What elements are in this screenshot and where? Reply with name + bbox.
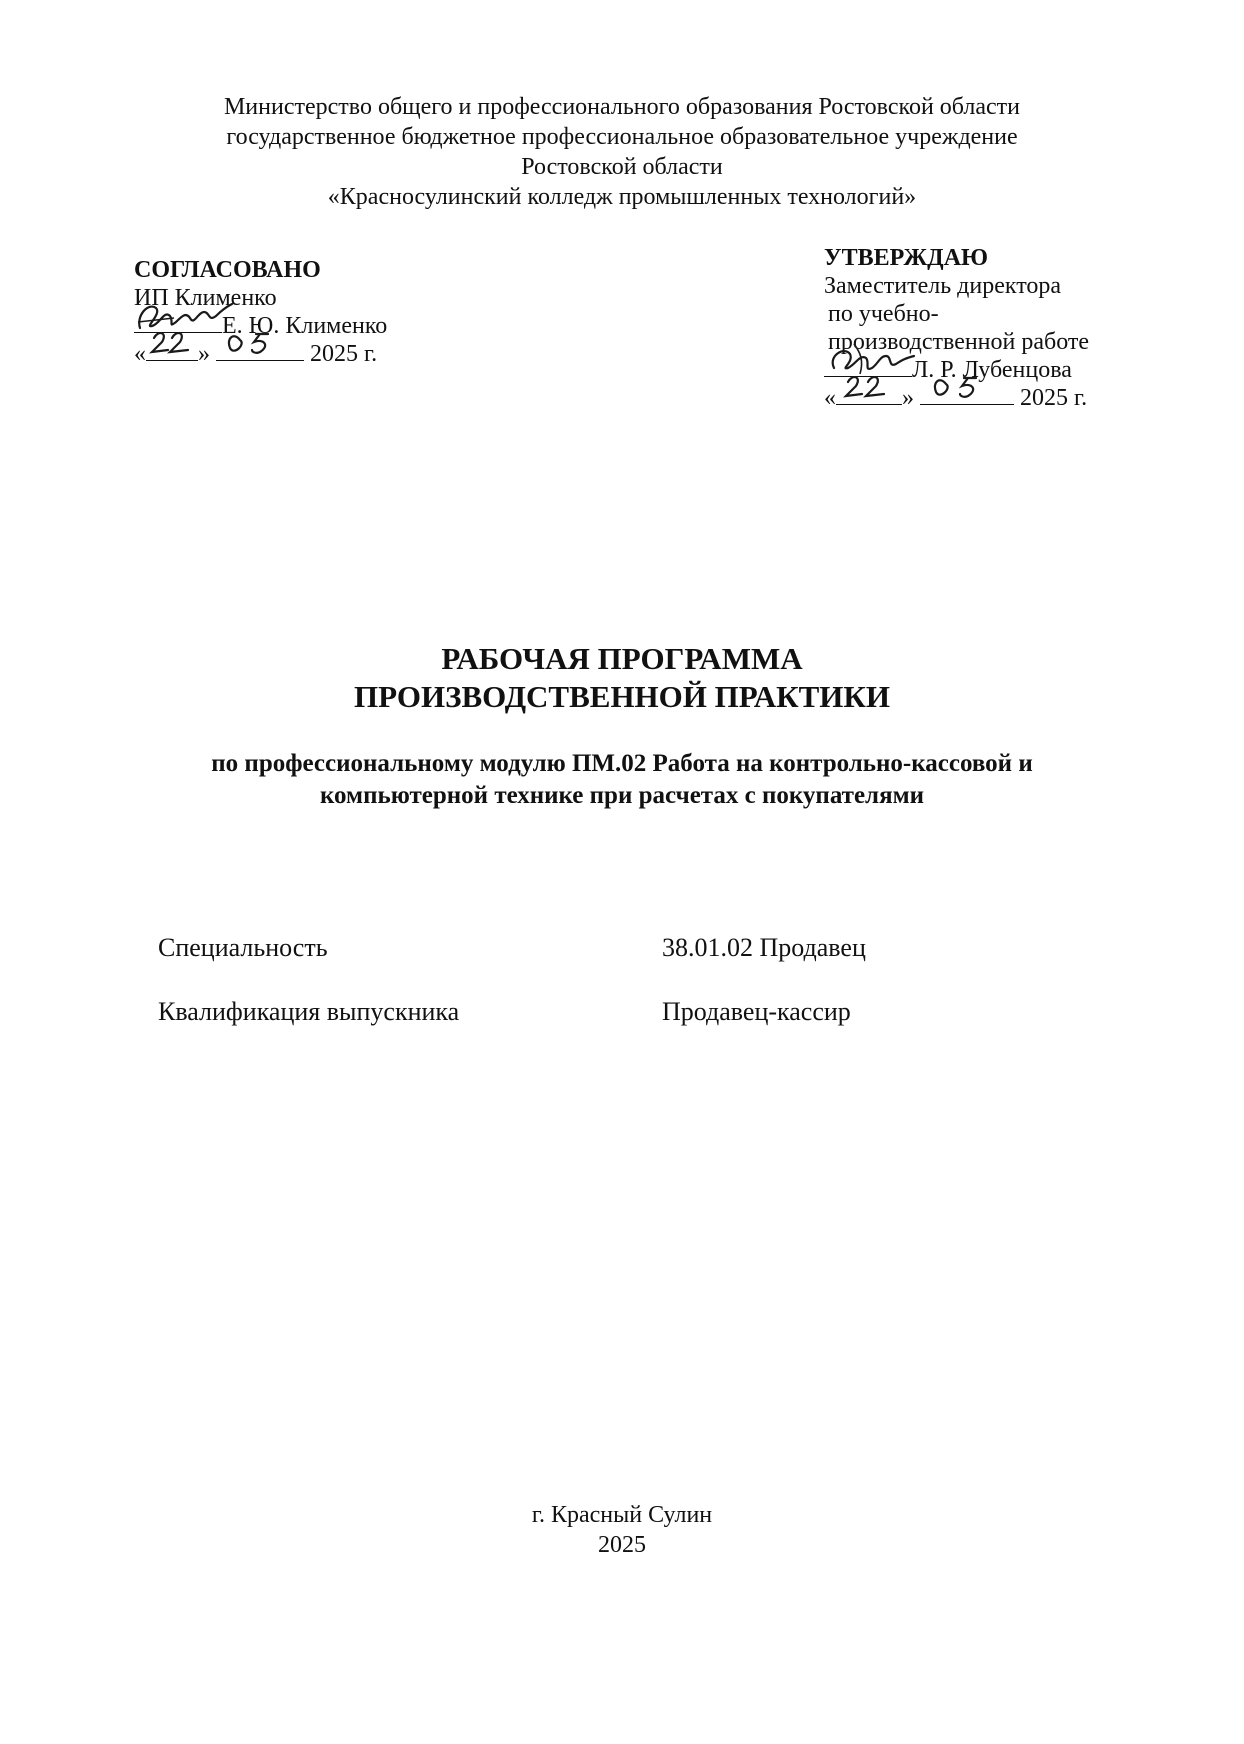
date-open-quote: «: [134, 341, 146, 367]
subtitle-line-2: компьютерной технике при расчетах с покупателями: [319, 782, 925, 809]
handwritten-month-icon: [920, 370, 1014, 400]
date-open-quote: «: [824, 385, 836, 411]
approved-block: [824, 244, 1089, 412]
handwritten-month-icon: [216, 326, 304, 356]
date-day-field: [146, 340, 198, 361]
agreed-date: [134, 340, 387, 368]
module-subtitle: [0, 748, 1244, 812]
document-title: [0, 640, 1244, 716]
agreed-heading: СОГЛАСОВАНО: [134, 257, 321, 283]
approved-date: [824, 384, 1089, 412]
qualification-label: Квалификация выпускника: [158, 997, 460, 1026]
date-close-quote: »: [902, 385, 914, 411]
institution-header: [0, 92, 1244, 212]
date-day-field: [836, 384, 902, 405]
approved-date-year: 2025 г.: [1020, 385, 1088, 411]
agreed-block: [134, 256, 387, 368]
footer-year: 2025: [598, 1532, 646, 1558]
agreed-organization: ИП Клименко: [134, 285, 277, 311]
approved-position-2: по учебно-: [828, 301, 939, 327]
handwritten-day-icon: [146, 326, 198, 356]
title-line-2: ПРОИЗВОДСТВЕННОЙ ПРАКТИКИ: [354, 679, 890, 714]
agreed-signer-name: Е. Ю. Клименко: [222, 313, 388, 339]
agreed-date-year: 2025 г.: [310, 341, 378, 367]
handwritten-day-icon: [836, 370, 902, 400]
college-name-line: «Красносулинский колледж промышленных технологий»: [327, 184, 917, 210]
approved-signer-name: Л. Р. Лубенцова: [912, 357, 1072, 383]
date-close-quote: »: [198, 341, 210, 367]
qualification-value: Продавец-кассир: [662, 997, 851, 1026]
specialty-label: Специальность: [158, 933, 328, 962]
ministry-line: Министерство общего и профессионального образования Ростовской области: [223, 94, 1021, 120]
approved-heading: УТВЕРЖДАЮ: [824, 245, 989, 271]
document-footer: [0, 1500, 1244, 1560]
date-month-field: [216, 340, 304, 361]
date-month-field: [920, 384, 1014, 405]
region-line: Ростовской области: [521, 154, 723, 180]
institution-type-line: государственное бюджетное профессиональное образовательное учреждение: [226, 124, 1018, 150]
approved-position-1: Заместитель директора: [824, 273, 1062, 299]
specialty-value: 38.01.02 Продавец: [662, 933, 866, 962]
footer-city: г. Красный Сулин: [531, 1502, 713, 1528]
subtitle-line-1: по профессиональному модулю ПМ.02 Работа на контрольно-кассовой и: [211, 750, 1033, 777]
approved-position-3: производственной работе: [828, 329, 1090, 355]
title-line-1: РАБОЧАЯ ПРОГРАММА: [441, 641, 803, 676]
